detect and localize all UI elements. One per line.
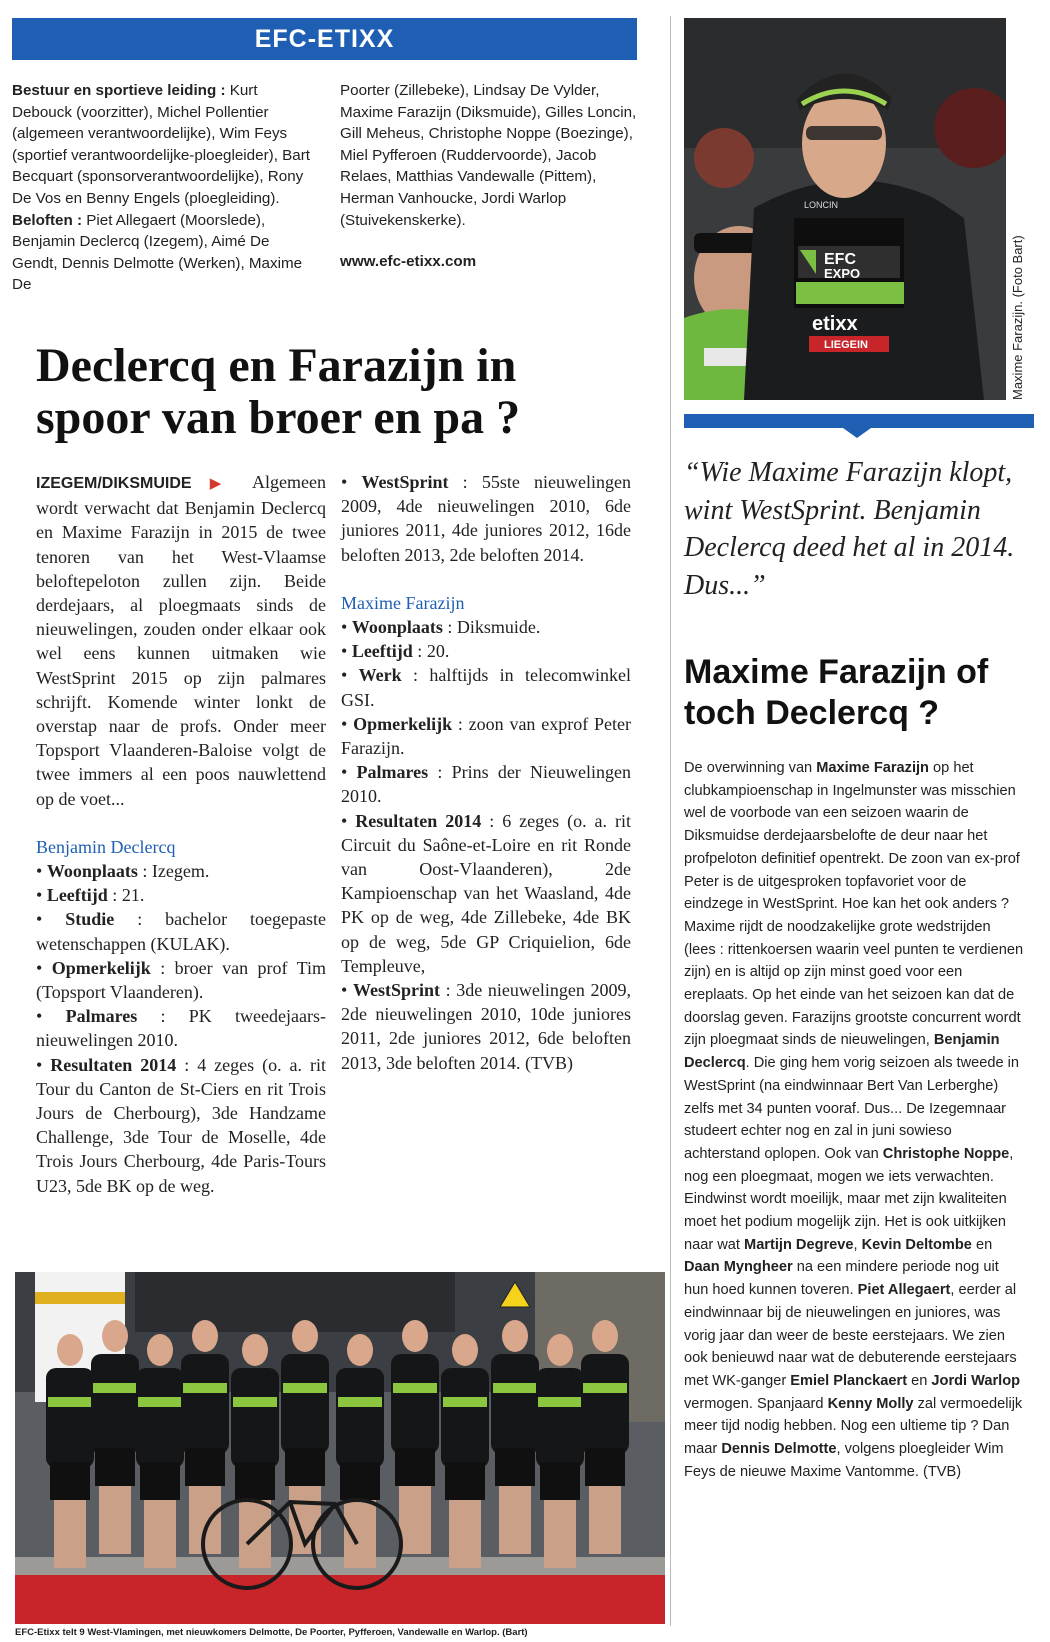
side-article-run: en <box>971 1236 993 1253</box>
rider-fact-label: Studie <box>65 909 115 930</box>
side-article-run: na een mindere periode nog uit hun hoed kunnen toveren. <box>684 1259 999 1299</box>
rider-fact-label: Leeftijd <box>351 641 413 662</box>
article-column-2 <box>341 470 631 1075</box>
side-article-name: Dennis Delmotte <box>721 1441 837 1458</box>
article-column-1 <box>36 470 326 1198</box>
jersey-text-expo: EXPO <box>824 266 861 281</box>
side-article-headline: Maxime Farazijn of toch Declercq ? <box>684 653 989 732</box>
rider-fact: • Woonplaats : Izegem. <box>36 861 210 882</box>
column-divider <box>670 16 671 1626</box>
rider-facts-farazijn <box>341 615 631 1075</box>
rider-fact-label: Opmerkelijk <box>353 713 453 734</box>
side-article-run: , volgens ploegleider Wim Feys de nieuwe Maxime Vantomme. (TVB) <box>684 1441 1004 1480</box>
rider-fact: • Opmerkelijk : zoon van exprof Peter Farazijn. <box>341 713 631 759</box>
rider-fact-label: Woonplaats <box>46 861 138 882</box>
side-article-name: Emiel Planckaert <box>790 1372 908 1389</box>
jersey-text-liegein: LIEGEIN <box>824 339 869 351</box>
rider-fact-label: Werk <box>358 665 402 686</box>
staff-list-continued: Poorter (Zillebeke), Lindsay De Vylder, Maxime Farazijn (Diksmuide), Gilles Loncin, Gill Meheus, Christophe Noppe (Boezinge), Miel Pyfferoen (Ruddervoorde), Jacob Relaes, Matthias Vandewalle (Pittem), Herman Vanhoucke, Jordi Warlop (Stuivekenskerke). <box>340 82 637 229</box>
team-photo-caption: EFC-Etixx telt 9 West-Vlamingen, met nieuwkomers Delmotte, De Poorter, Pyfferoen, Vandewalle en Warlop. (Bart) <box>15 1627 528 1638</box>
side-article-name: Martijn Degreve <box>744 1236 854 1253</box>
side-article-run: , <box>853 1236 862 1253</box>
rider-fact-value: 6 zeges (o. a. rit Circuit du Saône-et-Loire en rit Ronde van Oost-Vlaanderen), 2de Kampioenschap van het Waasland, 4de PK op de weg, 4de Zillebeke, 4de BK op de weg, 5de GP Criquielion, 6de Templeuve, <box>341 810 631 976</box>
rider-fact-value: broer van prof Tim (Topsport Vlaanderen). <box>36 957 326 1003</box>
staff-text-run: Kurt Debouck (voorzitter), Michel Pollentier (algemeen verantwoordelijke), Wim Feys (sportief verantwoordelijke-ploegleider), Bart Becquart (sponsorverantwoordelijke), Rony De Vos en Benny Engels (ploegleiding). <box>12 82 310 207</box>
quote-accent-bar <box>684 414 1034 428</box>
jersey-text-etixx: etixx <box>812 313 858 335</box>
side-article-name: Christophe Noppe <box>882 1145 1010 1162</box>
pull-quote: “Wie Maxime Farazijn klopt, wint WestSprint. Benjamin Declercq deed het al in 2014. Dus...” <box>684 457 1015 601</box>
rider-fact-label: Resultaten 2014 <box>355 810 482 831</box>
rider-fact: • Palmares : PK tweedejaars-nieuwelingen 2010. <box>36 1006 326 1051</box>
staff-text-run: Bestuur en sportieve leiding : <box>12 82 230 99</box>
side-article-run: vermogen. Spanjaard <box>684 1395 828 1412</box>
team-photo-illustration <box>15 1272 665 1624</box>
side-article-run: en <box>907 1372 932 1389</box>
rider-fact-value: bachelor toegepaste wetenschappen (KULAK). <box>36 909 326 954</box>
rider-name-declercq: Benjamin Declercq <box>36 836 176 857</box>
side-article-name: Kenny Molly <box>827 1395 914 1412</box>
rider-fact-label: Palmares <box>65 1006 138 1027</box>
rider-fact-value: 55ste nieuwelingen 2009, 4de nieuwelingen 2010, 6de juniores 2011, 4de juniores 2012, 16de beloften 2013, 2de beloften 2014. <box>341 472 631 565</box>
rider-fact-value: Izegem. <box>151 861 210 882</box>
rider-fact-value: halftijds in telecomwinkel GSI. <box>341 665 631 710</box>
rider-facts-declercq <box>36 859 326 1198</box>
rider-fact: • Resultaten 2014 : 6 zeges (o. a. rit Circuit du Saône-et-Loire en rit Ronde van Oost-Vlaanderen), 2de Kampioenschap van het Waasland, 4de PK op de weg, 4de Zillebeke, 4de BK op de weg, 5de GP Criquielion, 6de Templeuve, <box>341 810 631 976</box>
rider-fact-value: 20. <box>426 641 450 662</box>
rider-fact: • WestSprint : 55ste nieuwelingen 2009, 4de nieuwelingen 2010, 6de juniores 2011, 4de juniores 2012, 16de beloften 2013, 2de beloften 2014. <box>341 472 631 565</box>
rider-fact: • WestSprint : 3de nieuwelingen 2009, 2de nieuwelingen 2010, 10de juniores 2011, 2de juniores 2012, 6de beloften 2013, 3de beloften 2014. (TVB) <box>341 980 631 1073</box>
rider-fact: • Palmares : Prins der Nieuwelingen 2010. <box>341 762 631 807</box>
side-article-run: De overwinning van <box>684 760 817 776</box>
side-article-name: Piet Allegaert <box>857 1282 951 1299</box>
rider-fact-value: 3de nieuwelingen 2009, 2de nieuwelingen 2010, 10de juniores 2011, 2de juniores 2012, 6de beloften 2013, 3de beloften 2014. (TVB) <box>341 980 631 1073</box>
rider-fact-value: zoon van exprof Peter Farazijn. <box>341 713 631 759</box>
side-article-name: Daan Myngheer <box>684 1259 793 1276</box>
article-intro <box>36 470 326 811</box>
rider-fact: • Woonplaats : Diksmuide. <box>341 617 541 638</box>
article-intro-text: Algemeen wordt verwacht dat Benjamin Declercq en Maxime Farazijn in 2015 de twee tenoren van het West-Vlaamse beloftepeloton zullen zijn. Beide derdejaars, al ploegmaats sinds de nieuwelingen, zouden onder elkaar ook wel eens kunnen uitmaken wie WestSprint 2015 op zijn palmares schrijft. Komende winter lonkt de overstap naar de profs. Onder meer Topsport Vlaanderen-Baloise volgt de twee immers al een poos nauwlettend op de voet... <box>36 472 326 809</box>
rider-fact-value: PK tweedejaars-nieuwelingen 2010. <box>36 1006 326 1051</box>
staff-list-column-2 <box>340 80 640 273</box>
side-article-run: zal vermoedelijk meer tijd nodig hebben. Nog een ultieme tip ? Dan maar <box>684 1395 1023 1458</box>
portrait-illustration <box>684 18 1006 400</box>
staff-text-run: Beloften : <box>12 211 87 229</box>
side-article-run: , eerder al eindwinnaar bij de nieuwelingen en juniores, was vorig jaar dan weer de beste eerstejaars. We zien ook benieuwd naar wat de debuterende eerstejaars met WK-ganger <box>684 1282 1017 1389</box>
rider-fact-value: 4 zeges (o. a. rit Tour du Canton de St-Ciers en rit Trois Jours de Cherbourg), 3de Handzame Challenge, 3de Tour de Moselle, 4de Trois Jours Cherbourg, 4de Paris-Tours U23, 5de BK op de weg. <box>36 1054 326 1196</box>
jersey-text-loncin: LONCIN <box>804 200 839 210</box>
rider-fact-label: Opmerkelijk <box>51 957 151 978</box>
side-article-name: Kevin Deltombe <box>861 1236 972 1253</box>
team-photo <box>15 1272 665 1624</box>
rider-fact-value: Prins der Nieuwelingen 2010. <box>341 762 631 807</box>
side-article-text <box>684 757 1026 1484</box>
rider-name-farazijn: Maxime Farazijn <box>341 592 465 613</box>
team-banner: EFC-ETIXX <box>12 18 637 60</box>
rider-fact-label: Resultaten 2014 <box>50 1054 177 1075</box>
rider-fact-value: Diksmuide. <box>456 617 541 638</box>
portrait-photo-credit: Maxime Farazijn. (Foto Bart) <box>1010 235 1025 400</box>
quote-notch-icon <box>843 428 871 438</box>
rider-fact-label: Woonplaats <box>351 617 443 638</box>
staff-list-column-1 <box>12 80 312 296</box>
dateline: IZEGEM/DIKSMUIDE <box>36 475 192 492</box>
side-article-run: op het clubkampioenschap in Ingelmunster was misschien wel de voorbode van een seizoen waarin de Diksmuidse derdejaarsbelofte de deur naar het profpeloton definitief opentrekt. De zoon van ex-prof Peter is de uitgesproken topfavoriet voor de eindzege in WestSprint. Hoe kan het ook anders ? Maxime rijdt de noodzakelijke grote wedstrijden (lees : rittenkoersen waarin veel punten te verdienen zijn) en is altijd op zijn minst goed voor een ereplaats. Op het einde van het seizoen kan dat de doorslag geven. Farazijns grootste concurrent wordt zijn ploegmaat sinds de nieuwelingen, <box>684 760 1024 1049</box>
rider-fact: • Studie : bachelor toegepaste wetenschappen (KULAK). <box>36 909 326 954</box>
rider-fact-label: Palmares <box>356 762 429 783</box>
rider-fact: • Leeftijd : 21. <box>36 885 145 906</box>
side-article-name: Maxime Farazijn <box>816 760 929 776</box>
rider-fact-value: 21. <box>121 885 145 906</box>
rider-fact: • Resultaten 2014 : 4 zeges (o. a. rit Tour du Canton de St-Ciers en rit Trois Jours de Cherbourg), 3de Handzame Challenge, 3de Tour de Moselle, 4de Trois Jours Cherbourg, 4de Paris-Tours U23, 5de BK op de weg. <box>36 1054 326 1196</box>
rider-fact: • Werk : halftijds in telecomwinkel GSI. <box>341 665 631 710</box>
rider-fact-label: WestSprint <box>361 472 449 492</box>
rider-fact-label: Leeftijd <box>46 885 108 906</box>
article-headline: Declercq en Farazijn in spoor van broer en pa ? <box>36 339 521 444</box>
rider-fact-label: WestSprint <box>352 980 440 1001</box>
side-article-name: Benjamin Declercq <box>684 1032 1000 1072</box>
rider-portrait-photo <box>684 18 1006 400</box>
side-article-name: Jordi Warlop <box>931 1372 1021 1389</box>
staff-text-run: Piet Allegaert (Moorslede), Benjamin Declercq (Izegem), Aimé De Gendt, Dennis Delmotte (Werken), Maxime De <box>12 211 303 294</box>
side-article-run: , nog een ploegmaat, mogen we iets verwachten. Eindwinst wordt moeilijk, maar met zijn kwaliteiten moet het podium mogelijk zijn. Het is ook uitkijken naar wat <box>684 1145 1014 1253</box>
rider-fact: • Opmerkelijk : broer van prof Tim (Topsport Vlaanderen). <box>36 957 326 1003</box>
side-article-run: . Die ging hem vorig seizoen als tweede in WestSprint (na eindwinnaar Bert Van Lerberghe) zelfs met 34 punten vooraf. Dus... De Izegemnaar studeert echter nog en zal in juni sowieso achterstand oplopen. Ook van <box>684 1055 1020 1162</box>
dateline-arrow-icon: ▶ <box>209 476 235 492</box>
rider-facts-declercq-continued <box>341 470 631 567</box>
rider-fact: • Leeftijd : 20. <box>341 641 450 662</box>
team-website-link[interactable]: www.efc-etixx.com <box>340 253 477 271</box>
jersey-text-efc: EFC <box>824 251 856 268</box>
